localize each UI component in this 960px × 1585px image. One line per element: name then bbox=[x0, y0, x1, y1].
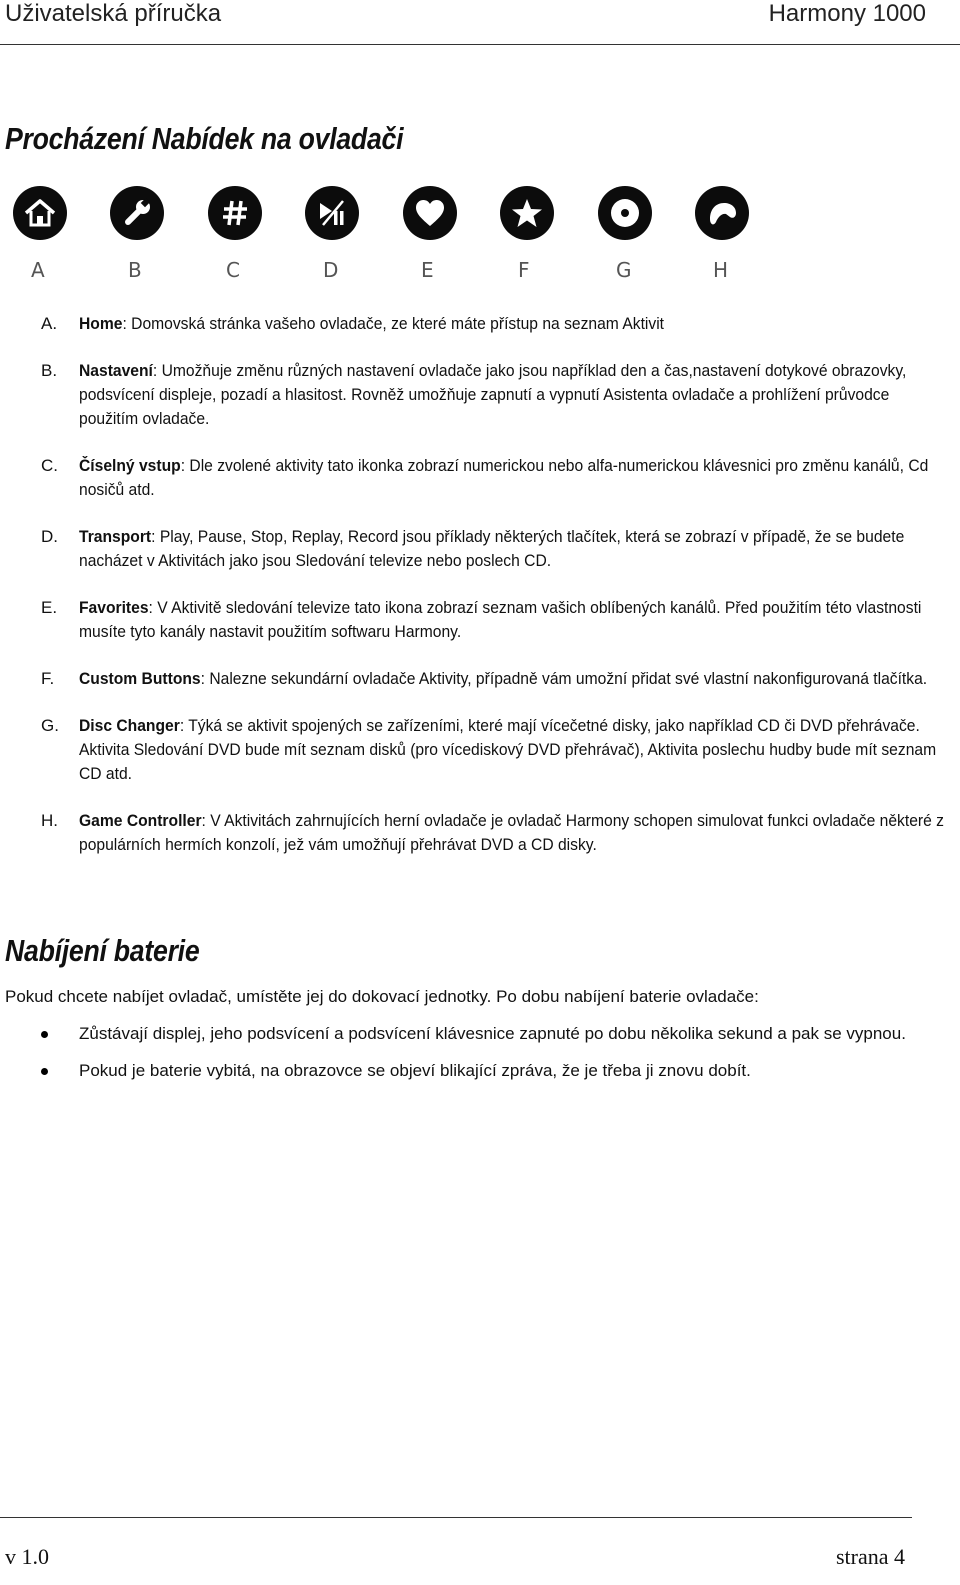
icon-item-b bbox=[107, 182, 171, 290]
item-letter: F. bbox=[41, 669, 55, 688]
icon-letter: E bbox=[421, 258, 434, 282]
icon-letter: A bbox=[31, 258, 45, 282]
item-term: Custom Buttons bbox=[79, 669, 201, 688]
item-letter: C. bbox=[41, 456, 58, 475]
list-item bbox=[0, 359, 960, 431]
disc-icon bbox=[598, 186, 652, 240]
item-letter: A. bbox=[41, 314, 58, 333]
bullet-icon bbox=[41, 1031, 48, 1038]
item-text: : Nalezne sekundární ovladače Aktivity, případně vám umožní přidat své vlastní nakonfigurovaná tlačítka. bbox=[200, 669, 928, 688]
item-term: Home bbox=[79, 314, 123, 333]
icon-letter: H bbox=[713, 258, 729, 282]
charging-bullet-list bbox=[0, 1022, 960, 1096]
list-item bbox=[0, 525, 960, 573]
list-item bbox=[0, 1059, 960, 1096]
item-text: : Umožňuje změnu různých nastavení ovladače jako jsou například den a čas,nastavení dotykové obrazovky, podsvícení displeje, pozadí a hlasitost. Rovněž umožňuje zapnutí a vypnutí Asistenta ovladače a prohlížení průvodce použitím ovladače. bbox=[79, 361, 907, 428]
transport-icon bbox=[305, 186, 359, 240]
list-item bbox=[0, 596, 960, 644]
item-text: : Dle zvolené aktivity tato ikonka zobrazí numerickou nebo alfa-numerickou klávesnici pro změnu kanálů, Cd nosičů atd. bbox=[79, 456, 929, 499]
item-text: : Týká se aktivit spojených se zařízeními, které mají vícečetné disky, jako například CD či DVD přehrávače. Aktivita Sledování DVD bude mít seznam disků (pro vícediskový DVD přehrávač), Aktivita poslechu hudby bude mít seznam CD atd. bbox=[79, 716, 937, 783]
icon-strip bbox=[10, 182, 770, 290]
icon-item-a bbox=[10, 182, 74, 290]
section-title-charging: Nabíjení baterie bbox=[5, 933, 200, 968]
wrench-icon bbox=[110, 186, 164, 240]
icon-description-list bbox=[0, 312, 960, 880]
header-product: Harmony 1000 bbox=[768, 0, 926, 27]
item-term: Favorites bbox=[79, 598, 149, 617]
star-icon bbox=[500, 186, 554, 240]
icon-item-d bbox=[302, 182, 366, 290]
item-letter: B. bbox=[41, 361, 58, 380]
bullet-text: Zůstávají displej, jeho podsvícení a podsvícení klávesnice zapnuté po dobu několika sekund a pak se vypnou. bbox=[79, 1024, 906, 1043]
item-letter: H. bbox=[41, 811, 58, 830]
item-text: : Domovská stránka vašeho ovladače, ze které máte přístup na seznam Aktivit bbox=[122, 314, 665, 333]
list-item bbox=[0, 714, 960, 786]
page-header bbox=[0, 0, 960, 45]
footer-version: v 1.0 bbox=[5, 1544, 49, 1569]
icon-item-g bbox=[595, 182, 659, 290]
list-item bbox=[0, 667, 960, 691]
header-title: Uživatelská příručka bbox=[5, 0, 222, 27]
charging-intro: Pokud chcete nabíjet ovladač, umístěte jej do dokovací jednotky. Po dobu nabíjení baterie ovladače: bbox=[5, 987, 759, 1006]
item-text: : V Aktivitách zahrnujících herní ovladače je ovladač Harmony schopen simulovat funkci ovladače některé z populárních hermích konzolí, jež vám umožňují přehrávat DVD a CD disky. bbox=[79, 811, 944, 854]
game-controller-icon bbox=[695, 186, 749, 240]
icon-letter: F bbox=[518, 258, 530, 282]
icon-item-h bbox=[692, 182, 756, 290]
home-icon bbox=[13, 186, 67, 240]
list-item bbox=[0, 312, 960, 336]
icon-letter: D bbox=[323, 258, 339, 282]
list-item bbox=[0, 454, 960, 502]
item-letter: E. bbox=[41, 598, 58, 617]
list-item bbox=[0, 809, 960, 857]
hash-icon bbox=[208, 186, 262, 240]
item-text: : Play, Pause, Stop, Replay, Record jsou příklady některých tlačítek, která se zobrazí v případě, že se budete nacházet v Aktivitách jako jsou Sledování televize nebo poslech CD. bbox=[79, 527, 905, 570]
icon-item-e bbox=[400, 182, 464, 290]
icon-letter: C bbox=[226, 258, 240, 282]
icon-item-f bbox=[497, 182, 561, 290]
icon-letter: G bbox=[616, 258, 632, 282]
bullet-text: Pokud je baterie vybitá, na obrazovce se objeví blikající zpráva, že je třeba ji znovu dobít. bbox=[79, 1061, 751, 1080]
item-term: Game Controller bbox=[79, 811, 202, 830]
bullet-icon bbox=[41, 1068, 48, 1075]
item-letter: D. bbox=[41, 527, 58, 546]
list-item bbox=[0, 1022, 960, 1059]
item-term: Číselný vstup bbox=[79, 456, 181, 475]
item-term: Disc Changer bbox=[79, 716, 180, 735]
footer-divider bbox=[0, 1517, 912, 1518]
icon-letter: B bbox=[128, 258, 142, 282]
item-text: : V Aktivitě sledování televize tato ikona zobrazí seznam vašich oblíbených kanálů. Před použitím této vlastnosti musíte tyto kanály nastavit použitím softwaru Harmony. bbox=[79, 598, 922, 641]
item-term: Transport bbox=[79, 527, 152, 546]
section-title-menus: Procházení Nabídek na ovladači bbox=[5, 121, 404, 156]
heart-icon bbox=[403, 186, 457, 240]
footer-page-number: strana 4 bbox=[835, 1544, 905, 1569]
icon-item-c bbox=[205, 182, 269, 290]
item-letter: G. bbox=[41, 716, 59, 735]
item-term: Nastavení bbox=[79, 361, 153, 380]
